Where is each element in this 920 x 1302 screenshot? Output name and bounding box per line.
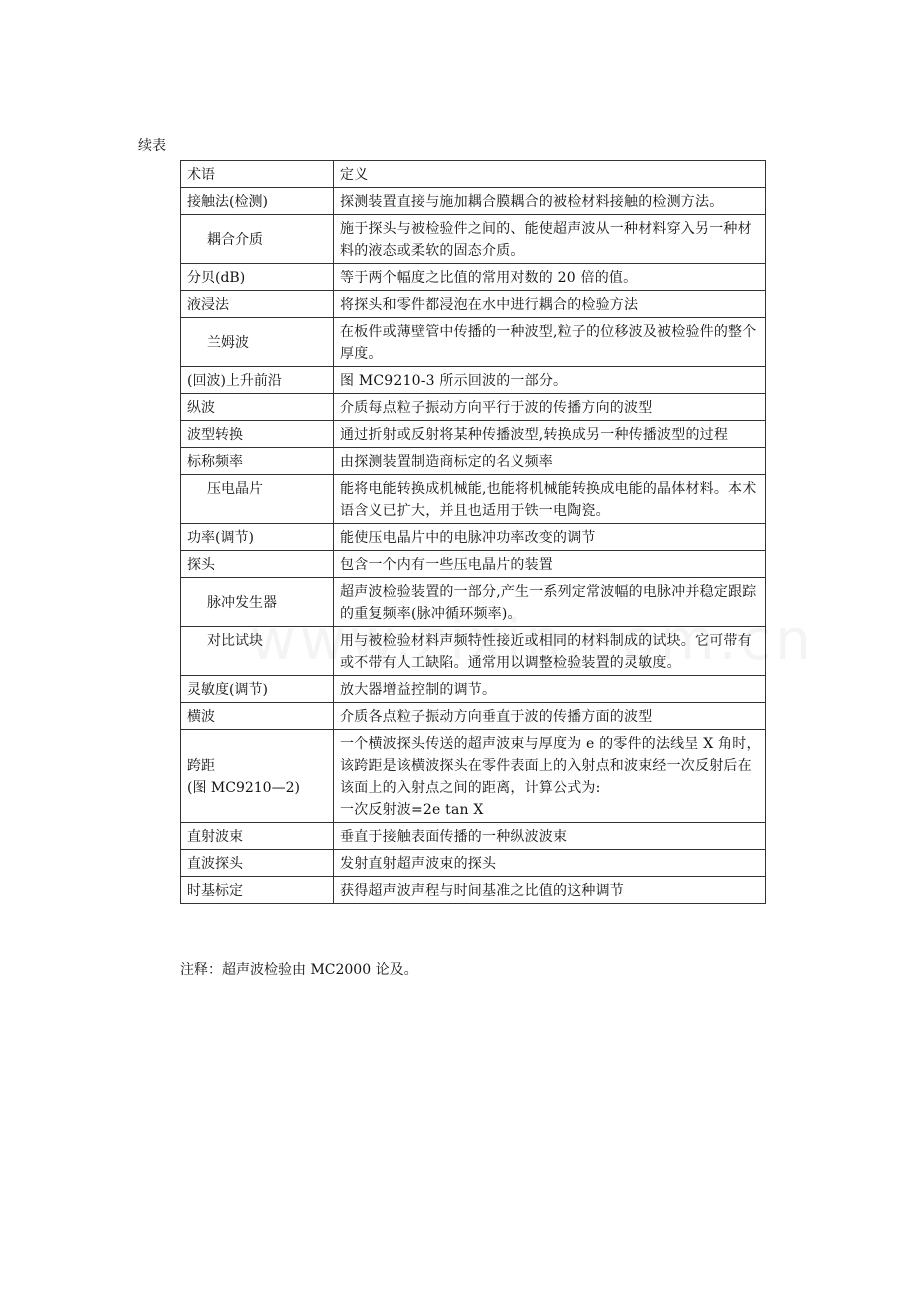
definition-cell: 获得超声波声程与时间基准之比值的这种调节 <box>334 877 766 904</box>
term-cell: 耦合介质 <box>181 215 334 264</box>
term-cell: 直射波束 <box>181 823 334 850</box>
term-cell: 压电晶片 <box>181 475 334 524</box>
definition-cell: 介质各点粒子振动方向垂直于波的传播方面的波型 <box>334 703 766 730</box>
term-cell: 对比试块 <box>181 627 334 676</box>
definition-cell: 施于探头与被检验件之间的、能使超声波从一种材料穿入另一种材料的液态或柔软的固态介质。 <box>334 215 766 264</box>
term-cell: 灵敏度(调节) <box>181 676 334 703</box>
definition-span-text: 一个横波探头传送的超声波束与厚度为 e 的零件的法线呈 X 角时，该跨距是该横波探头在零件表面上的入射点和波束经一次反射后在该面上的入射点之间的距离，计算公式为: <box>340 736 761 796</box>
definition-cell: 能将电能转换成机械能,也能将机械能转换成电能的晶体材料。本术语含义已扩大，并且也适用于铁一电陶瓷。 <box>334 475 766 524</box>
table-row <box>181 676 766 703</box>
term-cell: 脉冲发生器 <box>181 578 334 627</box>
footnote: 注释：超声波检验由 MC2000 论及。 <box>180 962 418 978</box>
header-term: 术语 <box>181 161 334 188</box>
term-cell: 直波探头 <box>181 850 334 877</box>
definition-cell: 在板件或薄壁管中传播的一种波型,粒子的位移波及被检验件的整个厚度。 <box>334 318 766 367</box>
table-row <box>181 367 766 394</box>
definition-cell: 用与被检验材料声频特性接近或相同的材料制成的试块。它可带有或不带有人工缺陷。通常用以调整检验装置的灵敏度。 <box>334 627 766 676</box>
term-cell: 时基标定 <box>181 877 334 904</box>
definition-cell: 发射直射超声波束的探头 <box>334 850 766 877</box>
table-row <box>181 264 766 291</box>
definition-cell: 包含一个内有一些压电晶片的装置 <box>334 551 766 578</box>
table-row <box>181 394 766 421</box>
table-row <box>181 524 766 551</box>
definition-cell: 垂直于接触表面传播的一种纵波波束 <box>334 823 766 850</box>
term-cell-span <box>181 730 334 823</box>
table-row <box>181 551 766 578</box>
definition-cell: 通过折射或反射将某种传播波型,转换成另一种传播波型的过程 <box>334 421 766 448</box>
glossary-table <box>180 160 766 904</box>
term-cell: 纵波 <box>181 394 334 421</box>
term-cell: 波型转换 <box>181 421 334 448</box>
definition-cell: 图 MC9210-3 所示回波的一部分。 <box>334 367 766 394</box>
table-row <box>181 877 766 904</box>
term-cell: 探头 <box>181 551 334 578</box>
definition-cell: 超声波检验装置的一部分,产生一系列定常波幅的电脉冲并稳定跟踪的重复频率(脉冲循环频率)。 <box>334 578 766 627</box>
table-row <box>181 578 766 627</box>
definition-cell: 探测装置直接与施加耦合膜耦合的被检材料接触的检测方法。 <box>334 188 766 215</box>
table-row <box>181 475 766 524</box>
table-row <box>181 730 766 823</box>
term-cell: 标称频率 <box>181 448 334 475</box>
term-cell: 分贝(dB) <box>181 264 334 291</box>
table-row <box>181 448 766 475</box>
term-cell: 横波 <box>181 703 334 730</box>
definition-cell: 放大器增益控制的调节。 <box>334 676 766 703</box>
table-caption: 续表 <box>138 138 166 154</box>
definition-cell: 由探测装置制造商标定的名义频率 <box>334 448 766 475</box>
term-cell: 兰姆波 <box>181 318 334 367</box>
header-definition: 定义 <box>334 161 766 188</box>
definition-cell: 介质每点粒子振动方向平行于波的传播方向的波型 <box>334 394 766 421</box>
table-row <box>181 215 766 264</box>
term-span-label: 跨距 <box>187 758 215 774</box>
table-row <box>181 421 766 448</box>
table-row <box>181 188 766 215</box>
table-header-row <box>181 161 766 188</box>
definition-span-formula: 一次反射波=2e tan X <box>340 802 484 818</box>
table-row <box>181 850 766 877</box>
term-cell: 接触法(检测) <box>181 188 334 215</box>
table-row <box>181 318 766 367</box>
table-row <box>181 291 766 318</box>
term-cell: 液浸法 <box>181 291 334 318</box>
term-span-figure-ref: (图 MC9210—2) <box>187 780 300 796</box>
definition-cell: 将探头和零件都浸泡在水中进行耦合的检验方法 <box>334 291 766 318</box>
term-cell: 功率(调节) <box>181 524 334 551</box>
term-cell: (回波)上升前沿 <box>181 367 334 394</box>
definition-cell: 能使压电晶片中的电脉冲功率改变的调节 <box>334 524 766 551</box>
table-row <box>181 703 766 730</box>
table-row <box>181 627 766 676</box>
table-row <box>181 823 766 850</box>
definition-cell: 等于两个幅度之比值的常用对数的 20 倍的值。 <box>334 264 766 291</box>
definition-cell-span <box>334 730 766 823</box>
